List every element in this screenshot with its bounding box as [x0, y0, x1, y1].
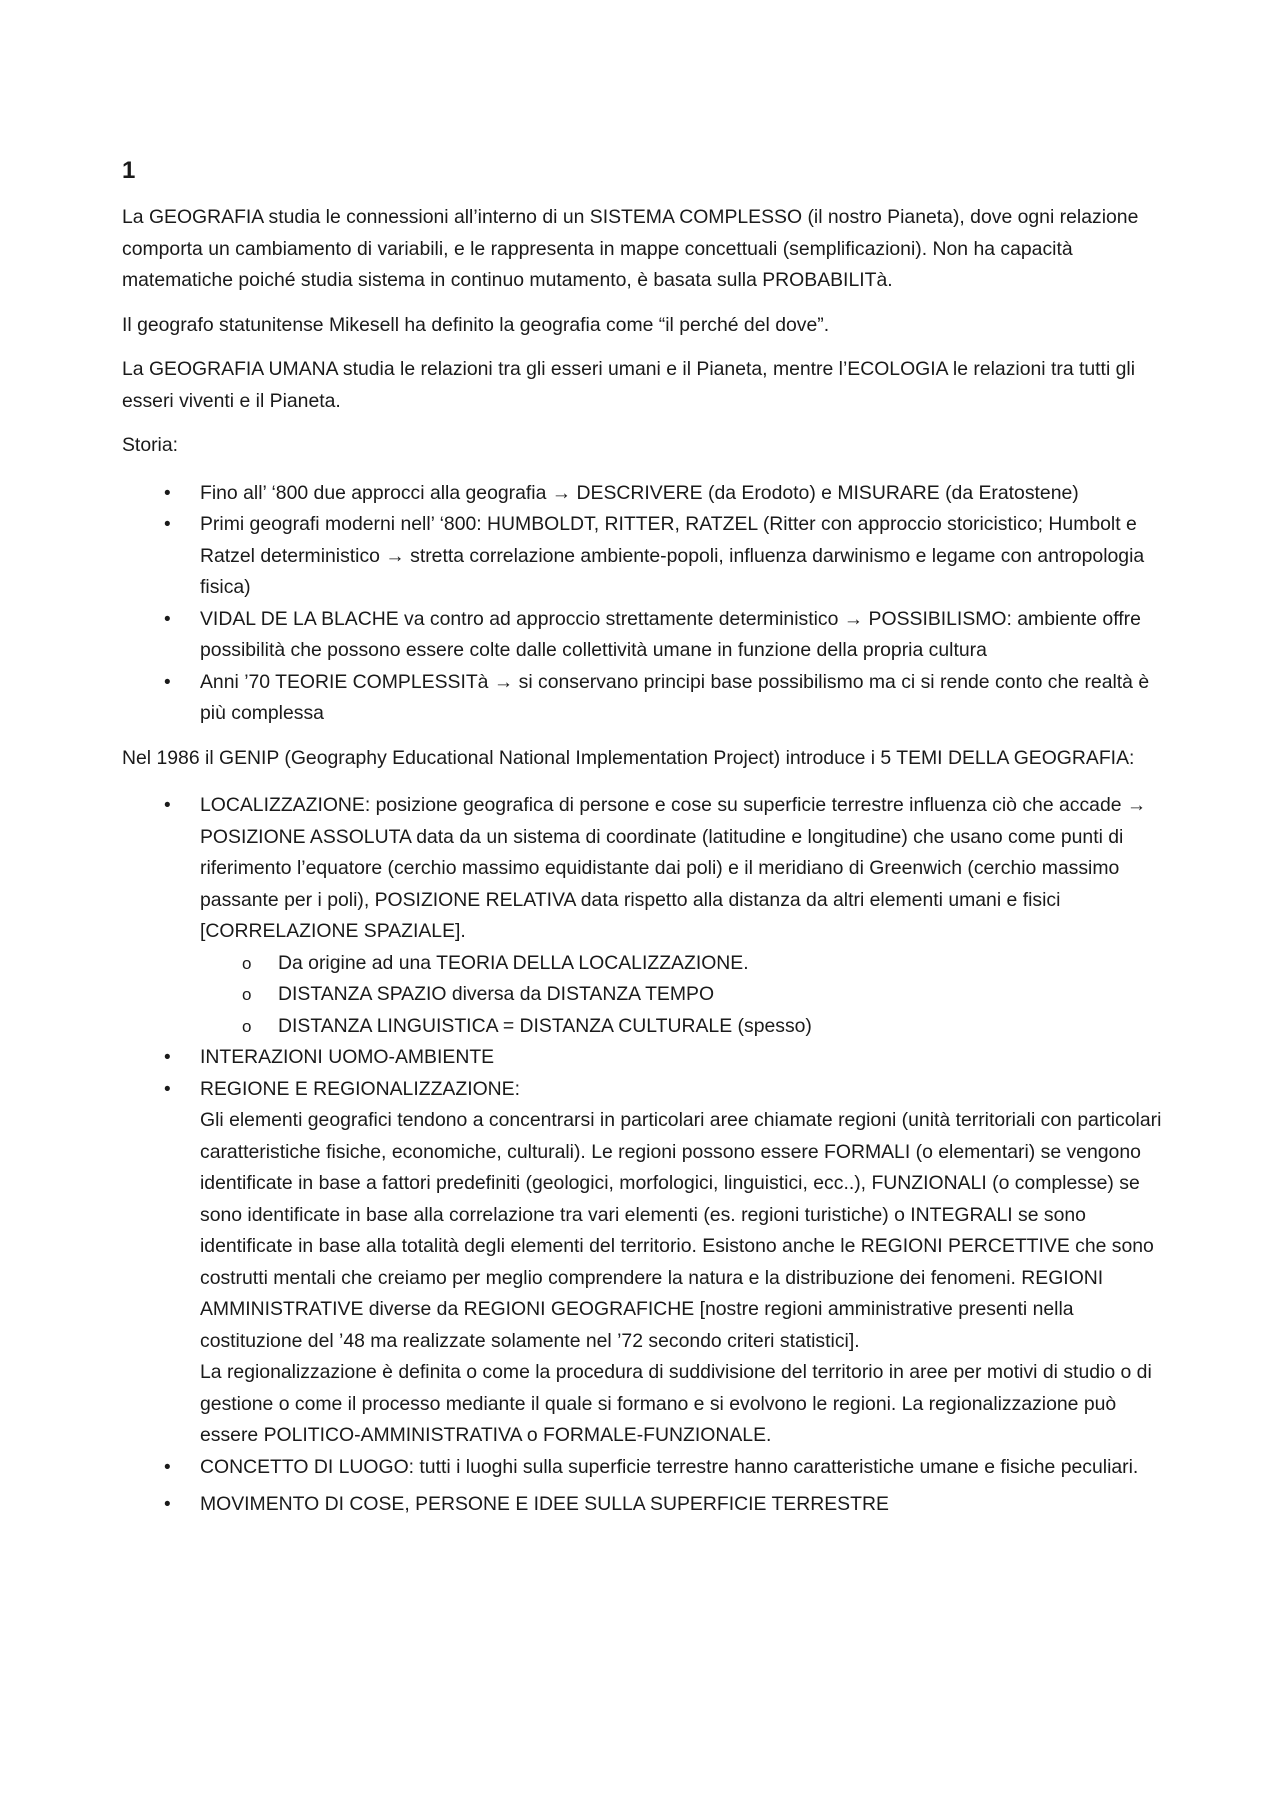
storia-list	[122, 478, 1172, 730]
list-item-text: MOVIMENTO DI COSE, PERSONE E IDEE SULLA SUPERFICIE TERRESTRE	[200, 1493, 889, 1515]
sub-list-item-text: Da origine ad una TEORIA DELLA LOCALIZZAZIONE.	[278, 951, 749, 974]
bullet-icon: •	[164, 1494, 171, 1515]
list-item-localizzazione	[122, 790, 1172, 1042]
sub-list-item	[200, 948, 1172, 980]
list-item-text: Primi geografi moderni nell’ ‘800: HUMBOLDT, RITTER, RATZEL (Ritter con approccio storicistico; Humbolt e Ratzel deterministico → stretta correlazione ambiente-popoli, influenza darwinismo e legame con antropologia fisica)	[200, 513, 1145, 598]
list-item-text: VIDAL DE LA BLACHE va contro ad approccio strettamente deterministico → POSSIBILISMO: ambiente offre possibilità che possono essere colte dalle collettività umane in funzione della propria cultura	[200, 607, 1141, 661]
circle-bullet-icon: o	[242, 953, 252, 973]
page-number-heading: 1	[122, 157, 136, 184]
paragraph-geografia-definizione: La GEOGRAFIA studia le connessioni all’interno di un SISTEMA COMPLESSO (il nostro Pianeta), dove ogni relazione comporta un cambiamento di variabili, e le rappresenta in mappe concettuali (semplificazioni). Non ha capacità matematiche poiché studia sistema in continuo mutamento, è basata sulla PROBABILITà.	[122, 206, 1139, 291]
list-item	[122, 478, 1172, 510]
regione-text: Gli elementi geografici tendono a concentrarsi in particolari aree chiamate regioni (unità territoriali con particolari caratteristiche fisiche, economiche, culturali). Le regioni possono essere FORMALI (o elementari) se vengono identificate in base a fattori predefiniti (geologici, morfologici, linguistici, ecc..), FUNZIONALI (o complesse) se sono identificate in base alla correlazione tra vari elementi (es. regioni turistiche) o INTEGRALI se sono identificate in base alla totalità degli elementi del territorio. Esistono anche le REGIONI PERCETTIVE che sono costrutti mentali che creiamo per meglio comprendere la natura e la distribuzione dei fenomeni. REGIONI AMMINISTRATIVE diverse da REGIONI GEOGRAFICHE [nostre regioni amministrative presenti nella costituzione del ’48 ma realizzate solamente nel ’72 secondo criteri statistici].	[200, 1109, 1162, 1352]
bullet-icon: •	[164, 514, 171, 535]
list-item-text: INTERAZIONI UOMO-AMBIENTE	[200, 1046, 495, 1068]
paragraph-mikesell: Il geografo statunitense Mikesell ha definito la geografia come “il perché del dove”.	[122, 313, 830, 336]
circle-bullet-icon: o	[242, 985, 252, 1004]
paragraph-storia-label: Storia:	[122, 434, 179, 456]
list-item-luogo	[122, 1452, 1172, 1484]
bullet-icon: •	[164, 608, 171, 630]
list-item-text: LOCALIZZAZIONE: posizione geografica di persone e cose su superficie terrestre influenza ciò che accade → POSIZIONE ASSOLUTA data da un sistema di coordinate (latitudine e longitudine) che usano come punti di riferimento l’equatore (cerchio massimo equidistante dai poli) e il meridiano di Greenwich (cerchio massimo passante per i poli), POSIZIONE RELATIVA data rispetto alla distanza da altri elementi umani e fisici [CORRELAZIONE SPAZIALE].	[200, 794, 1147, 942]
list-item-text: Anni ’70 TEORIE COMPLESSITà → si conservano principi base possibilismo ma ci si rende conto che realtà è più complessa	[200, 670, 1150, 724]
localizzazione-sublist	[200, 948, 1172, 1043]
list-item	[122, 509, 1172, 604]
list-item-regione	[122, 1074, 1172, 1452]
sub-list-item-text: DISTANZA SPAZIO diversa da DISTANZA TEMPO	[278, 983, 715, 1005]
bullet-icon: •	[164, 1047, 171, 1068]
circle-bullet-icon: o	[242, 1016, 252, 1036]
regionalizzazione-text: La regionalizzazione è definita o come la procedura di suddivisione del territorio in aree per motivi di studio o di gestione o come il processo mediante il quale si formano e si evolvono le regioni. La regionalizzazione può essere POLITICO-AMMINISTRATIVA o FORMALE-FUNZIONALE.	[200, 1361, 1152, 1446]
bullet-icon: •	[164, 1456, 171, 1478]
list-item-text: Fino all’ ‘800 due approcci alla geografia → DESCRIVERE (da Erodoto) e MISURARE (da Eratostene)	[200, 481, 1079, 504]
list-item-movimento	[122, 1489, 1172, 1521]
regione-title: REGIONE E REGIONALIZZAZIONE:	[200, 1077, 520, 1100]
sub-list-item	[200, 979, 1172, 1011]
temi-list	[122, 790, 1172, 1521]
paragraph-genip: Nel 1986 il GENIP (Geography Educational National Implementation Project) introduce i 5 TEMI DELLA GEOGRAFIA:	[122, 746, 1135, 769]
bullet-icon: •	[164, 1078, 171, 1100]
bullet-icon: •	[164, 482, 171, 504]
sub-list-item-text: DISTANZA LINGUISTICA = DISTANZA CULTURALE (spesso)	[278, 1014, 812, 1037]
list-item-text: CONCETTO DI LUOGO: tutti i luoghi sulla superficie terrestre hanno caratteristiche umane e fisiche peculiari.	[200, 1455, 1139, 1478]
list-item	[122, 667, 1172, 730]
sub-list-item	[200, 1011, 1172, 1043]
paragraph-geografia-umana: La GEOGRAFIA UMANA studia le relazioni tra gli esseri umani e il Pianeta, mentre l’ECOLOGIA le relazioni tra tutti gli esseri viventi e il Pianeta.	[122, 358, 1136, 412]
list-item-interazioni	[122, 1042, 1172, 1074]
bullet-icon: •	[164, 795, 171, 816]
bullet-icon: •	[164, 671, 171, 693]
list-item	[122, 604, 1172, 667]
document-page	[122, 154, 1172, 1534]
